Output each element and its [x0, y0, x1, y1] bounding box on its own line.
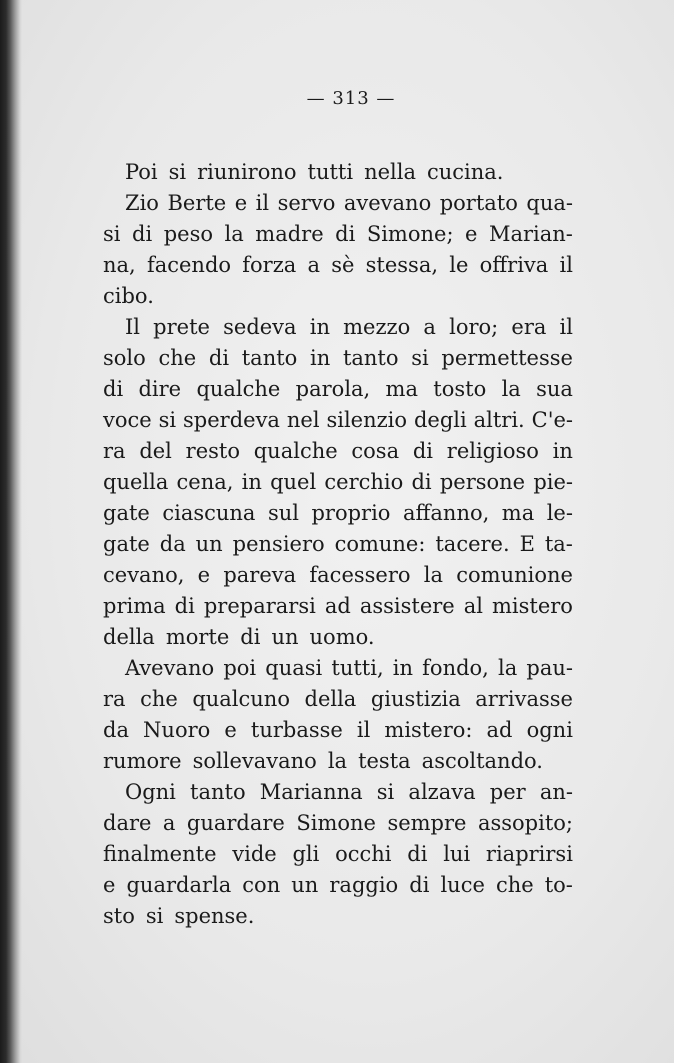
text-line	[103, 157, 573, 188]
word: facendo	[146, 253, 232, 277]
word: guardarla	[126, 873, 232, 897]
word: proprio	[311, 501, 391, 525]
word: voce	[103, 408, 152, 432]
text-line	[103, 312, 573, 343]
word: era	[511, 315, 547, 339]
word: raggio	[329, 873, 399, 897]
word: cosa	[351, 439, 400, 463]
text-line	[103, 715, 573, 746]
word: assistere	[359, 594, 455, 618]
word: tanto	[342, 346, 399, 370]
word: morte	[165, 625, 230, 649]
word: al	[463, 594, 483, 618]
word: cena,	[176, 470, 234, 494]
word: di	[240, 625, 261, 649]
word: si	[168, 160, 187, 184]
word: il	[356, 718, 371, 742]
word: della	[103, 625, 155, 649]
word: prima	[103, 594, 166, 618]
word: sè	[331, 253, 355, 277]
word: sempre	[387, 811, 467, 835]
word: che	[140, 687, 178, 711]
word: in	[392, 656, 414, 680]
word: tosto	[433, 377, 487, 401]
word: Zio	[125, 191, 159, 215]
word: il	[559, 315, 573, 339]
word: solo	[103, 346, 146, 370]
word: pensiero	[232, 532, 325, 556]
word: Il	[125, 315, 141, 339]
text-line	[103, 591, 573, 622]
word: sto	[103, 904, 135, 928]
word: in	[310, 346, 331, 370]
word: altri.	[473, 408, 525, 432]
word: poi	[223, 656, 257, 680]
text-line	[103, 188, 573, 219]
word: e	[197, 563, 211, 587]
word: na,	[103, 253, 136, 277]
word: turbasse	[250, 718, 343, 742]
word: si	[158, 408, 177, 432]
text-line	[103, 684, 573, 715]
word: di	[335, 222, 356, 246]
word: di	[409, 873, 430, 897]
word: Berte	[167, 191, 227, 215]
word: tacere.	[435, 532, 510, 556]
word: Simone	[296, 811, 376, 835]
word: la	[327, 749, 348, 773]
word: sua	[536, 377, 573, 401]
word: persone	[439, 470, 526, 494]
word: la	[423, 563, 444, 587]
word: e	[103, 873, 116, 897]
word: silenzio	[326, 408, 408, 432]
word: facessero	[309, 563, 411, 587]
word: fondo,	[422, 656, 489, 680]
text-line	[103, 405, 573, 436]
word: Simone;	[366, 222, 454, 246]
word: madre	[255, 222, 324, 246]
word: sperdeva	[183, 408, 280, 432]
word: la	[498, 656, 518, 680]
word: loro;	[449, 315, 499, 339]
word: ra	[103, 439, 126, 463]
word: servo	[277, 191, 336, 215]
page-number: — 313 —	[306, 88, 396, 109]
word: dire	[138, 377, 182, 401]
text-line	[103, 560, 573, 591]
word: mezzo	[343, 315, 411, 339]
word: prepararsi	[203, 594, 316, 618]
word: E	[519, 532, 535, 556]
word: in	[241, 470, 262, 494]
word: testa	[358, 749, 411, 773]
text-line	[103, 839, 573, 870]
word: che	[495, 873, 534, 897]
word: nel	[286, 408, 320, 432]
word: rumore	[103, 749, 182, 773]
word: e	[465, 222, 478, 246]
word: in	[552, 439, 573, 463]
word: di	[132, 222, 153, 246]
word: to-	[544, 873, 573, 897]
word: di	[412, 439, 434, 463]
word: resto	[185, 439, 240, 463]
word: di	[208, 346, 230, 370]
word: di	[407, 842, 428, 866]
word: forza	[242, 253, 297, 277]
word: e	[234, 191, 248, 215]
word: dare	[103, 811, 152, 835]
word: da	[159, 532, 186, 556]
word: Ogni	[125, 780, 176, 804]
word: occhi	[335, 842, 392, 866]
word: si	[103, 222, 121, 246]
word: cibo.	[103, 284, 154, 308]
word: cevano,	[103, 563, 185, 587]
word: qualcuno	[192, 687, 290, 711]
word: an-	[539, 780, 573, 804]
word: offriva	[479, 253, 549, 277]
word: a	[423, 315, 436, 339]
word: Avevano	[125, 656, 215, 680]
word: di	[411, 470, 432, 494]
word: ma	[385, 377, 418, 401]
word: mistero:	[384, 718, 473, 742]
word: tutti,	[331, 656, 384, 680]
word: finalmente	[103, 842, 217, 866]
word: Poi	[125, 160, 158, 184]
text-line	[103, 653, 573, 684]
text-line	[103, 281, 573, 312]
word: a	[307, 253, 321, 277]
word: ta-	[544, 532, 573, 556]
word: del	[139, 439, 172, 463]
word: qualche	[196, 377, 281, 401]
word: di	[103, 377, 124, 401]
word: arrivasse	[475, 687, 573, 711]
word: le	[449, 253, 469, 277]
word: il	[559, 253, 573, 277]
word: stessa,	[365, 253, 439, 277]
word: guardare	[186, 811, 285, 835]
word: lui	[443, 842, 471, 866]
word: peso	[163, 222, 213, 246]
word: Nuoro	[143, 718, 211, 742]
word: degli	[413, 408, 467, 432]
word: sollevavano	[192, 749, 317, 773]
word: quel	[270, 470, 317, 494]
word: un	[291, 873, 319, 897]
word: comunione	[456, 563, 573, 587]
text-line	[103, 622, 573, 653]
word: riunirono	[197, 160, 297, 184]
word: quella	[103, 470, 169, 494]
word: il	[255, 191, 270, 215]
word: ra	[103, 687, 126, 711]
word: pareva	[223, 563, 297, 587]
word: religioso	[446, 439, 539, 463]
word: Marianna	[259, 780, 363, 804]
word: ad	[324, 594, 351, 618]
word: e	[224, 718, 237, 742]
word: luce	[440, 873, 485, 897]
text-line	[103, 529, 573, 560]
word: qualche	[253, 439, 338, 463]
text-line	[103, 808, 573, 839]
text-block	[103, 157, 573, 932]
word: qua-	[526, 191, 573, 215]
word: prete	[153, 315, 210, 339]
word: la	[224, 222, 244, 246]
word: spense.	[174, 904, 255, 928]
word: un	[271, 625, 299, 649]
word: comune:	[334, 532, 426, 556]
word: tanto	[190, 780, 246, 804]
word: tanto	[241, 346, 298, 370]
word: sedeva	[223, 315, 297, 339]
word: tutti	[307, 160, 354, 184]
word: cerchio	[324, 470, 404, 494]
text-line	[103, 219, 573, 250]
text-line	[103, 250, 573, 281]
word: pau-	[526, 656, 573, 680]
word: gli	[292, 842, 320, 866]
text-line	[103, 870, 573, 901]
word: ad	[486, 718, 513, 742]
word: ma	[501, 501, 535, 525]
word: vide	[232, 842, 277, 866]
word: cucina.	[426, 160, 504, 184]
word: di	[174, 594, 195, 618]
word: si	[376, 780, 395, 804]
word: le-	[546, 501, 573, 525]
text-line	[103, 343, 573, 374]
word: quasi	[265, 656, 323, 680]
word: riaprirsi	[485, 842, 573, 866]
word: gate	[103, 532, 150, 556]
word: per	[489, 780, 526, 804]
text-line	[103, 901, 573, 932]
word: giustizia	[370, 687, 461, 711]
text-line	[103, 436, 573, 467]
text-line	[103, 374, 573, 405]
word: nella	[364, 160, 416, 184]
word: parola,	[295, 377, 371, 401]
word: ciascuna	[162, 501, 256, 525]
word: permettesse	[441, 346, 573, 370]
word: affanno,	[402, 501, 490, 525]
word: della	[304, 687, 357, 711]
word: assopito;	[477, 811, 573, 835]
word: si	[145, 904, 164, 928]
word: Marian-	[488, 222, 573, 246]
word: uomo.	[309, 625, 375, 649]
word: C'e-	[531, 408, 573, 432]
text-line	[103, 746, 573, 777]
word: un	[195, 532, 223, 556]
word: ogni	[526, 718, 573, 742]
word: avevano	[343, 191, 432, 215]
word: a	[162, 811, 176, 835]
word: ascoltando.	[421, 749, 543, 773]
word: mistero	[492, 594, 573, 618]
word: che	[158, 346, 197, 370]
word: gate	[103, 501, 150, 525]
word: portato	[439, 191, 518, 215]
word: con	[242, 873, 281, 897]
word: pie-	[533, 470, 573, 494]
word: la	[501, 377, 521, 401]
word: in	[309, 315, 330, 339]
binding-edge	[0, 0, 22, 1063]
text-line	[103, 467, 573, 498]
text-line	[103, 498, 573, 529]
word: da	[103, 718, 129, 742]
text-line	[103, 777, 573, 808]
word: si	[411, 346, 429, 370]
word: sul	[267, 501, 299, 525]
word: alzava	[408, 780, 476, 804]
